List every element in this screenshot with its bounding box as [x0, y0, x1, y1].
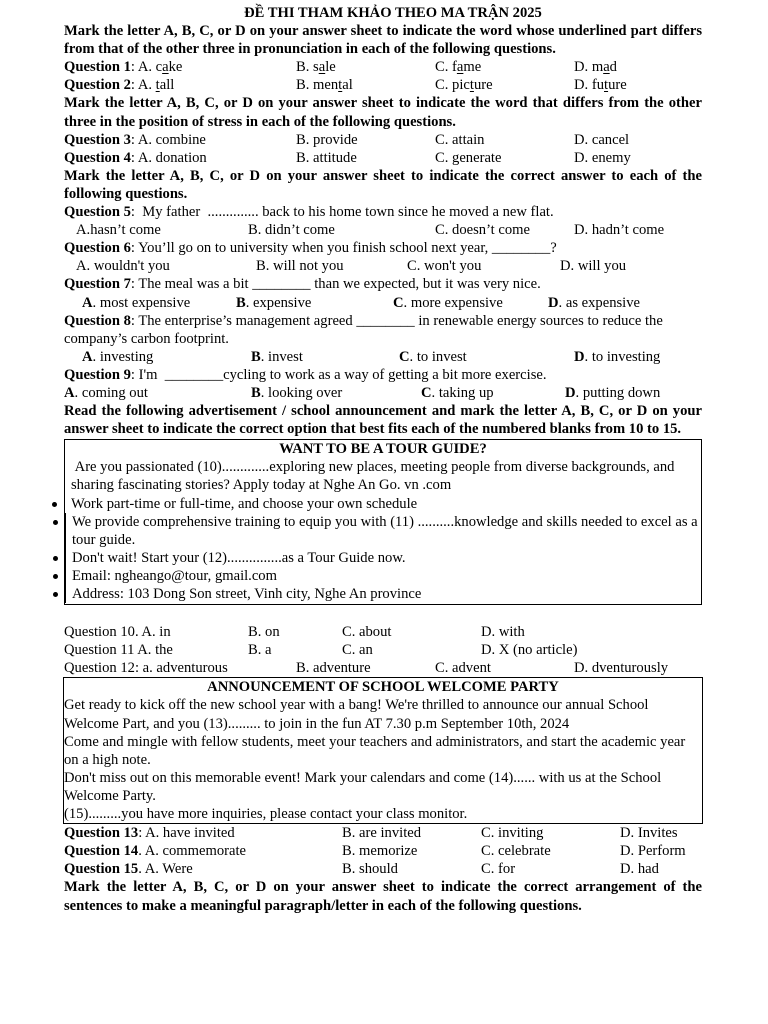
exam-page — [64, 0, 702, 915]
q9-option-c: C. taking up — [421, 384, 494, 401]
question-8-options — [64, 348, 702, 366]
q12-option-b: B. adventure — [296, 660, 371, 677]
stress-instruction: Mark the letter A, B, C, or D on your answer sheet to indicate the word that differs from the other three in the position of stress in each of the following questions. — [64, 95, 702, 130]
question-7-stem — [64, 275, 702, 293]
q14-option-b: B. memorize — [342, 843, 418, 860]
q10-option-c: C. about — [342, 624, 392, 641]
question-15 — [64, 860, 702, 878]
ad-bullet: Work part-time or full-time, and choose your own schedule — [65, 495, 701, 513]
q8-option-c: C. to invest — [399, 348, 467, 365]
q7-text: : The meal was a bit ________ than we expected, but it was very nice. — [130, 276, 541, 293]
question-13 — [64, 824, 702, 842]
q7-option-b: B. expensive — [236, 294, 312, 311]
q4-option-b: B. attitude — [296, 149, 357, 166]
q3-option-b: B. provide — [296, 131, 358, 148]
exam-title: ĐỀ THI THAM KHẢO THEO MA TRẬN 2025 — [244, 5, 542, 21]
question-5-options — [64, 221, 702, 239]
question-4: Question 4: A. donation B. attitude C. generate D. enemy — [64, 149, 631, 166]
q2-label: Question 2 — [64, 77, 131, 94]
q1-option-b: B. sale — [296, 59, 336, 76]
question-7-options — [64, 294, 702, 312]
question-11 — [64, 641, 702, 659]
q12-option-d: D. dventurously — [574, 660, 669, 677]
ad-bullet-list — [65, 495, 701, 604]
q8-label: Question 8 — [64, 312, 131, 329]
ad-bullet: Don't wait! Start your (12)...............as a Tour Guide now. — [65, 549, 701, 567]
q7-option-c: C. more expensive — [393, 294, 503, 311]
announcement-title: ANNOUNCEMENT OF SCHOOL WELCOME PARTY — [207, 679, 559, 696]
q4-option-d: D. enemy — [574, 149, 631, 166]
q11-option-c: C. an — [342, 642, 373, 659]
q7-option-d: D. as expensive — [548, 294, 641, 311]
announcement-paragraph-4: (15).........you have more inquiries, please contact your class monitor. — [64, 806, 468, 823]
q11-option-d: D. X (no article) — [481, 642, 578, 659]
q14-option-c: C. celebrate — [481, 843, 551, 860]
q3-option-c: C. attain — [435, 131, 485, 148]
pronunciation-instruction: Mark the letter A, B, C, or D on your answer sheet to indicate the word whose underlined part differs from that of the other three in pronunciation in each of the following questions. — [64, 23, 702, 58]
q3-option-a: A. combine — [137, 131, 206, 148]
q15-option-d: D. had — [620, 861, 659, 878]
question-12 — [64, 659, 702, 677]
announcement-paragraph-2: Come and mingle with fellow students, meet your teachers and administrators, and start the academic year on a high note. — [64, 733, 686, 768]
q3-label: Question 3 — [64, 131, 131, 148]
q9-label: Question 9 — [64, 366, 131, 383]
ad-title: WANT TO BE A TOUR GUIDE? — [279, 441, 487, 458]
q6-option-a: A. wouldn't you — [76, 258, 170, 275]
ad-bullet: Email: ngheango@tour, gmail.com — [65, 567, 701, 585]
question-5-stem: Question 5: My father .............. back to his home town since he moved a new flat. — [64, 204, 554, 221]
q4-label: Question 4 — [64, 149, 131, 166]
q8-option-b: B. invest — [251, 348, 303, 365]
q14-option-d: D. Perform — [620, 843, 686, 860]
q6-option-c: C. won't you — [407, 258, 482, 275]
q5-option-b: B. didn’t come — [248, 222, 335, 239]
q4-option-c: C. generate — [435, 149, 502, 166]
q15-label: Question 15 — [64, 861, 139, 878]
question-14 — [64, 842, 702, 860]
q8-text: : The enterprise’s management agreed ________ in renewable energy sources to reduce the company’s carbon footprint. — [64, 312, 663, 347]
q9-text: : I'm ________cycling to work as a way of getting a bit more exercise. — [130, 366, 547, 383]
q9-option-b: B. looking over — [251, 384, 343, 401]
announcement-paragraph-1: Get ready to kick off the new school year with a bang! We're thrilled to announce our annual School Welcome Part, and you (13)......... to join in the fun AT 7.30 p.m September 10th, 2024 — [64, 697, 649, 732]
question-9-stem — [64, 366, 702, 384]
q6-option-d: D. will you — [560, 258, 627, 275]
q15-option-c: C. for — [481, 861, 516, 878]
q11-option-b: B. a — [248, 642, 272, 659]
announcement-paragraph-3: Don't miss out on this memorable event! Mark your calendars and come (14)...... with us at the School Welcome Party. — [64, 769, 662, 804]
q7-option-a: A. most expensive — [82, 294, 191, 311]
ad-bullet: We provide comprehensive training to equip you with (11) ..........knowledge and skills needed to excel as a tour guide. — [65, 513, 701, 549]
q8-option-a: A. investing — [82, 348, 154, 365]
q10-option-d: D. with — [481, 624, 525, 641]
q9-option-a: A. coming out — [64, 384, 148, 401]
q14-label: Question 14 — [64, 843, 139, 860]
q13-option-c: C. inviting — [481, 825, 544, 842]
q14-option-a: . A. commemorate — [138, 843, 247, 860]
q12-option-c: C. advent — [435, 660, 491, 677]
q13-label: Question 13 — [64, 825, 139, 842]
question-8-stem — [64, 312, 702, 348]
question-6-stem — [64, 239, 702, 257]
q1-option-d: D. mad — [574, 59, 617, 76]
correct-answer-instruction: Mark the letter A, B, C, or D on your answer sheet to indicate the correct answer to each of the following questions. — [64, 167, 702, 202]
q12-option-a: Question 12: a. adventurous — [64, 660, 228, 677]
q15-option-b: B. should — [342, 861, 398, 878]
q10-option-b: B. on — [248, 624, 280, 641]
question-3: Question 3: A. combine B. provide C. attain D. cancel — [64, 131, 630, 148]
q2-option-d: D. future — [574, 77, 627, 94]
q13-option-b: B. are invited — [342, 825, 422, 842]
question-1: Question 1: A. cake B. sale C. fame D. mad — [64, 59, 617, 76]
q1-label: Question 1 — [64, 59, 131, 76]
q5-option-a: A.hasn’t come — [76, 222, 161, 239]
ad-bullet: Address: 103 Dong Son street, Vinh city, Nghe An province — [65, 585, 701, 603]
q13-option-d: D. Invites — [620, 825, 678, 842]
q13-option-a: : A. have invited — [138, 825, 235, 842]
q5-text: My father .............. back to his home town since he moved a new flat. — [134, 204, 554, 221]
q3-option-d: D. cancel — [574, 131, 630, 148]
q5-label: Question 5 — [64, 204, 131, 221]
q9-option-d: D. putting down — [565, 384, 661, 401]
q11-option-a: Question 11 A. the — [64, 642, 173, 659]
q2-option-b: B. mental — [296, 77, 353, 94]
q10-option-a: Question 10. A. in — [64, 624, 171, 641]
q1-option-a: A. cake — [137, 59, 183, 76]
q6-label: Question 6 — [64, 240, 131, 257]
q6-text: : You’ll go on to university when you finish school next year, ________? — [130, 240, 557, 257]
q1-option-c: C. fame — [435, 59, 482, 76]
q5-option-d: D. hadn’t come — [574, 222, 665, 239]
question-2: Question 2: A. tall B. mental C. picture D. future — [64, 77, 627, 94]
q2-option-c: C. picture — [435, 77, 493, 94]
question-6-options — [64, 257, 702, 275]
tour-guide-advertisement — [64, 439, 702, 605]
welcome-party-announcement — [63, 677, 703, 824]
q15-option-a: . A. Were — [138, 861, 193, 878]
q4-option-a: A. donation — [137, 149, 207, 166]
reading-instruction: Read the following advertisement / school announcement and mark the letter A, B, C, or D on your answer sheet to indicate the correct option that best fits each of the numbered blanks from 10 to 15. — [64, 403, 702, 438]
q2-option-a: A. tall — [137, 77, 175, 94]
q8-option-d: D. to investing — [574, 348, 661, 365]
question-10 — [64, 623, 702, 641]
q6-option-b: B. will not you — [256, 258, 344, 275]
q5-option-c: C. doesn’t come — [435, 222, 530, 239]
q7-label: Question 7 — [64, 276, 131, 293]
question-9-options — [64, 384, 702, 402]
arrangement-instruction: Mark the letter A, B, C, or D on your answer sheet to indicate the correct arrangement of the sentences to make a meaningful paragraph/letter in each of the following questions. — [64, 879, 702, 914]
ad-intro: Are you passionated (10).............exploring new places, meeting people from diverse backgrounds, and sharing fascinating stories? Apply today at Nghe An Go. vn .com — [71, 459, 679, 494]
